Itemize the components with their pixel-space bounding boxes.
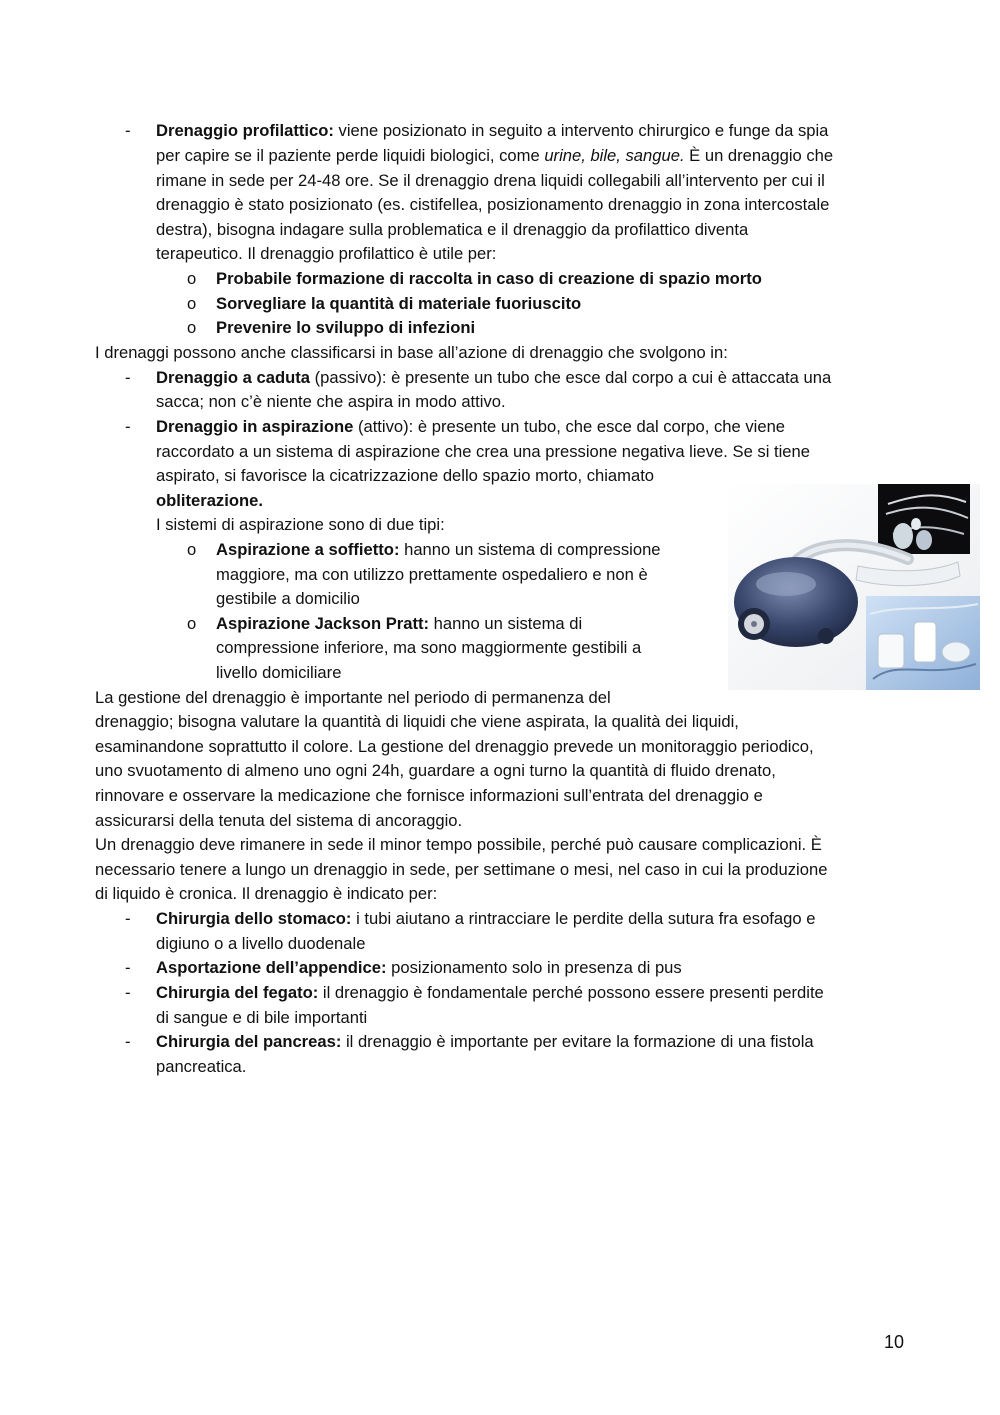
text: i tubi aiutano a rintracciare le perdite della sutura fra esofago e xyxy=(351,909,816,928)
management-line: uno svuotamento di almeno uno ogni 24h, guardare a ogni turno la quantità di fluido drenato, xyxy=(95,761,776,780)
liver-line-1 xyxy=(156,981,824,1006)
text: (passivo): è presente un tubo che esce dal corpo a cui è attaccata una xyxy=(310,368,832,387)
appendix-line xyxy=(156,956,682,981)
management-line: Un drenaggio deve rimanere in sede il minor tempo possibile, perché può causare complicazioni. È xyxy=(95,835,822,854)
bellows-line-1 xyxy=(216,538,661,563)
sub-bullet: o xyxy=(187,540,197,559)
bulb-drain-photo xyxy=(878,484,970,554)
use-item: Sorvegliare la quantità di materiale fuoriuscito xyxy=(216,294,582,313)
text: il drenaggio è importante per evitare la formazione di una fistola xyxy=(341,1032,814,1051)
management-line: di liquido è cronica. Il drenaggio è indicato per: xyxy=(95,884,438,903)
management-line: esaminandone soprattutto il colore. La gestione del drenaggio prevede un monitoraggio periodico, xyxy=(95,737,814,756)
prophylactic-line-6: terapeutico. Il drenaggio profilattico è utile per: xyxy=(156,244,497,263)
gravity-line-1 xyxy=(156,366,831,391)
prophylactic-text: viene posizionato in seguito a intervento chirurgico e funge da spia xyxy=(338,121,829,140)
prophylactic-term: Drenaggio profilattico: xyxy=(156,121,334,140)
management-line: drenaggio; bisogna valutare la quantità di liquidi che viene aspirata, la qualità dei liquidi, xyxy=(95,712,739,731)
jp-line-1 xyxy=(216,612,582,637)
management-line: rinnovare e osservare la medicazione che fornisce informazioni sull’entrata del drenaggio e xyxy=(95,786,763,805)
jp-term: Aspirazione Jackson Pratt: xyxy=(216,614,430,633)
prophylactic-line-5: destra), bisogna indagare sulla problematica e il drenaggio da profilattico diventa xyxy=(156,220,749,239)
pancreas-line-1 xyxy=(156,1030,814,1055)
suction-line-3: aspirato, si favorisce la cicatrizzazione dello spazio morto, chiamato xyxy=(156,466,655,485)
text: hanno un sistema di compressione xyxy=(399,540,661,559)
list-bullet: - xyxy=(125,368,131,387)
management-line: necessario tenere a lungo un drenaggio in sede, per settimane o mesi, nel caso in cui la produzione xyxy=(95,860,828,879)
gravity-line-2: sacca; non c’è niente che aspira in modo attivo. xyxy=(156,392,506,411)
liver-line-2: di sangue e di bile importanti xyxy=(156,1008,368,1027)
list-bullet: - xyxy=(125,417,131,436)
bellows-term: Aspirazione a soffietto: xyxy=(216,540,400,559)
suction-line-2: raccordato a un sistema di aspirazione che crea una pressione negativa lieve. Se si tiene xyxy=(156,442,810,461)
list-bullet: - xyxy=(125,983,131,1002)
list-bullet: - xyxy=(125,958,131,977)
appendix-term: Asportazione dell’appendice: xyxy=(156,958,387,977)
use-item: Prevenire lo sviluppo di infezioni xyxy=(216,318,476,337)
text: posizionamento solo in presenza di pus xyxy=(386,958,682,977)
stomach-line-2: digiuno o a livello duodenale xyxy=(156,934,366,953)
list-bullet: - xyxy=(125,121,131,140)
prophylactic-line-3: rimane in sede per 24-48 ore. Se il drenaggio drena liquidi collegabili all’intervento per cui il xyxy=(156,171,825,190)
text: (attivo): è presente un tubo, che esce dal corpo, che viene xyxy=(353,417,786,436)
suction-line-1 xyxy=(156,415,785,440)
sub-bullet: o xyxy=(187,318,197,337)
drainage-containers-photo xyxy=(866,596,980,690)
stomach-line-1 xyxy=(156,907,815,932)
pancreas-term: Chirurgia del pancreas: xyxy=(156,1032,342,1051)
text: il drenaggio è fondamentale perché possono essere presenti perdite xyxy=(318,983,824,1002)
vacuum-cleaner xyxy=(734,557,858,647)
suction-term: Drenaggio in aspirazione xyxy=(156,417,354,436)
page-number: 10 xyxy=(884,1332,905,1352)
classification-intro: I drenaggi possono anche classificarsi in base all’azione di drenaggio che svolgono in: xyxy=(95,343,728,362)
prophylactic-line-4: drenaggio è stato posizionato (es. cistifellea, posizionamento drenaggio in zona intercostale xyxy=(156,195,830,214)
list-bullet: - xyxy=(125,909,131,928)
sub-bullet: o xyxy=(187,269,197,288)
text: per capire se il paziente perde liquidi biologici, come xyxy=(156,146,545,165)
prophylactic-line-2 xyxy=(156,144,833,169)
suction-types-intro: I sistemi di aspirazione sono di due tipi: xyxy=(156,515,445,534)
jp-line-3: livello domiciliare xyxy=(216,663,342,682)
italic-text: urine, bile, sangue. xyxy=(544,146,685,165)
management-line: assicurarsi della tenuta del sistema di ancoraggio. xyxy=(95,811,463,830)
text: È un drenaggio che xyxy=(684,146,834,165)
text: hanno un sistema di xyxy=(429,614,583,633)
pancreas-line-2: pancreatica. xyxy=(156,1057,247,1076)
stomach-term: Chirurgia dello stomaco: xyxy=(156,909,352,928)
liver-term: Chirurgia del fegato: xyxy=(156,983,319,1002)
jp-line-2: compressione inferiore, ma sono maggiormente gestibili a xyxy=(216,638,642,657)
bellows-line-3: gestibile a domicilio xyxy=(216,589,360,608)
management-line: La gestione del drenaggio è importante nel periodo di permanenza del xyxy=(95,688,611,707)
bellows-line-2: maggiore, ma con utilizzo prettamente ospedaliero e non è xyxy=(216,565,648,584)
gravity-term: Drenaggio a caduta xyxy=(156,368,310,387)
drainage-systems-illustration xyxy=(728,484,980,690)
sub-bullet: o xyxy=(187,614,197,633)
sub-bullet: o xyxy=(187,294,197,313)
prophylactic-line-1 xyxy=(156,119,828,144)
suction-line-4: obliterazione. xyxy=(156,491,263,510)
list-bullet: - xyxy=(125,1032,131,1051)
use-item: Probabile formazione di raccolta in caso di creazione di spazio morto xyxy=(216,269,762,288)
